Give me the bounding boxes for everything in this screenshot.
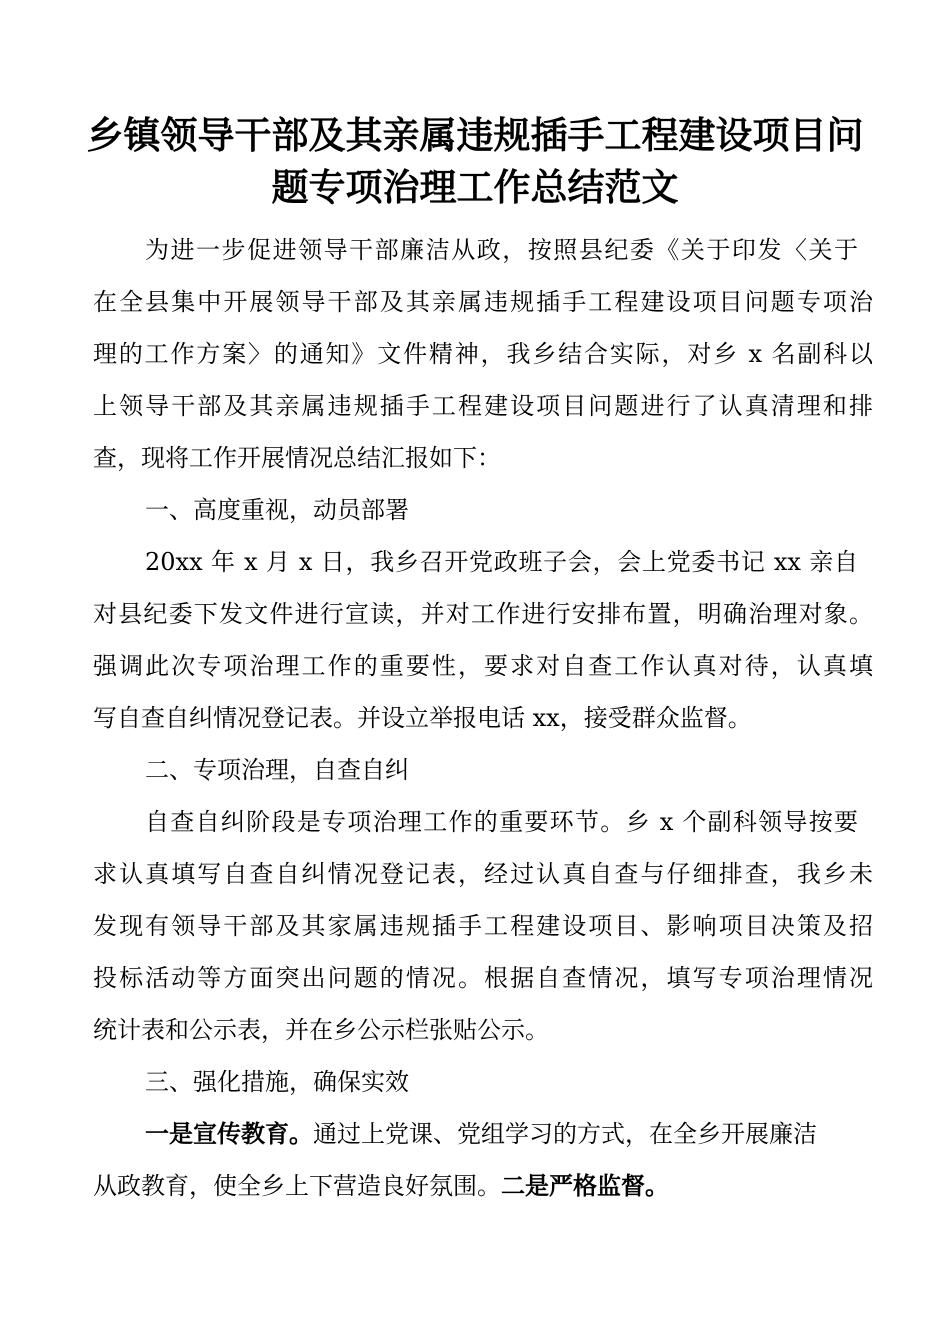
section-1-line-3: 强调此次专项治理工作的重要性，要求对自查工作认真对待，认真填: [93, 652, 873, 680]
section-2-heading: 二、专项治理，自查自纠: [145, 756, 409, 784]
section-3-line-1-text: 通过上党课、党组学习的方式，在全乡开展廉洁: [313, 1120, 817, 1148]
section-3-line-1: [145, 1118, 858, 1150]
section-1-line-1: 20xx 年 x 月 x 日，我乡召开党政班子会，会上党委书记 xx 亲自: [145, 548, 858, 576]
document-title-line-2: 题专项治理工作总结范文: [271, 166, 679, 209]
section-3-lead-publicity: 一是宣传教育。: [145, 1120, 313, 1148]
intro-line-1: 为进一步促进领导干部廉洁从政，按照县纪委《关于印发〈关于: [145, 236, 858, 264]
intro-line-3: 理的工作方案〉的通知》文件精神，我乡结合实际，对乡 x 名副科以: [93, 340, 873, 368]
intro-line-4: 上领导干部及其亲属违规插手工程建设项目问题进行了认真清理和排: [93, 392, 873, 420]
section-1-line-2: 对县纪委下发文件进行宣读，并对工作进行安排布置，明确治理对象。: [93, 600, 873, 628]
intro-line-5: 查，现将工作开展情况总结汇报如下：: [93, 444, 501, 472]
section-3-heading: 三、强化措施，确保实效: [145, 1068, 409, 1096]
section-2-line-2: 求认真填写自查自纠情况登记表，经过认真自查与仔细排查，我乡未: [93, 860, 873, 888]
section-2-line-1: 自查自纠阶段是专项治理工作的重要环节。乡 x 个副科领导按要: [145, 808, 858, 836]
section-2-line-4: 投标活动等方面突出问题的情况。根据自查情况，填写专项治理情况: [93, 964, 873, 992]
section-3-line-2: [93, 1170, 873, 1202]
document-title-line-1: 乡镇领导干部及其亲属违规插手工程建设项目问: [86, 114, 864, 157]
intro-line-2: 在全县集中开展领导干部及其亲属违规插手工程建设项目问题专项治: [93, 288, 873, 316]
section-2-line-5: 统计表和公示表，并在乡公示栏张贴公示。: [93, 1016, 549, 1044]
section-1-heading: 一、高度重视，动员部署: [145, 496, 409, 524]
section-3-lead-supervision: 二是严格监督。: [501, 1172, 669, 1200]
section-3-line-2-text: 从政教育，使全乡上下营造良好氛围。: [93, 1172, 501, 1200]
section-2-line-3: 发现有领导干部及其家属违规插手工程建设项目、影响项目决策及招: [93, 912, 873, 940]
section-1-line-4: 写自查自纠情况登记表。并设立举报电话 xx，接受群众监督。: [93, 704, 752, 732]
